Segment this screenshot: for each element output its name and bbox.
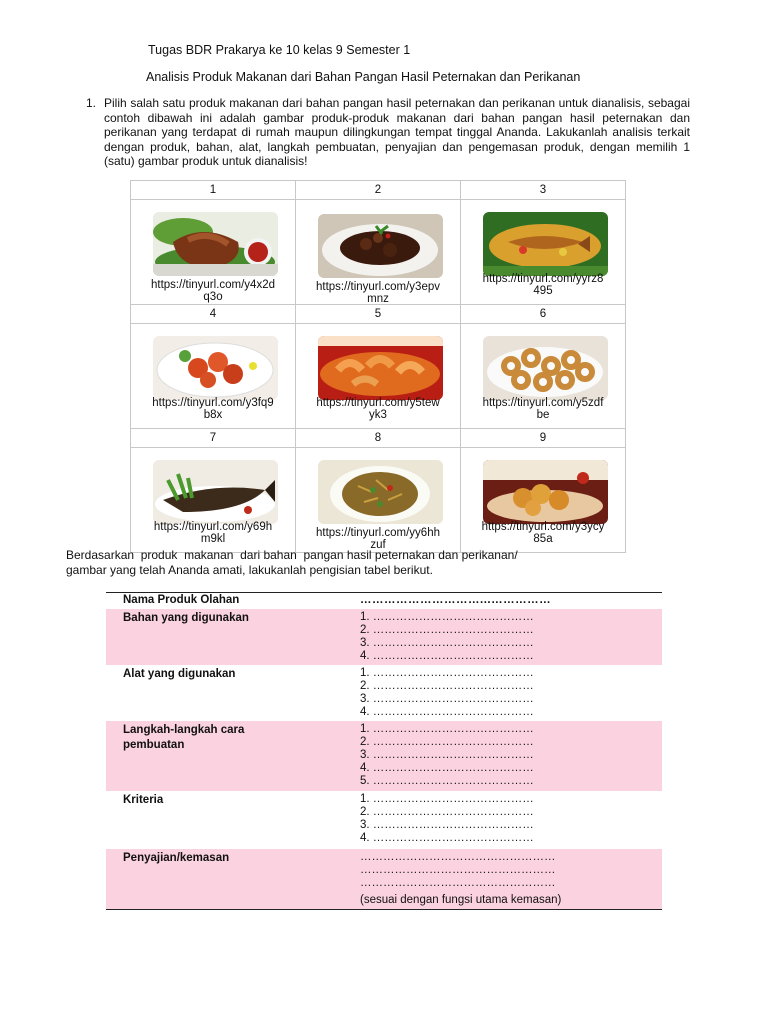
bahan-label: Bahan yang digunakan xyxy=(106,609,360,665)
chicken-sauce-image xyxy=(153,336,278,400)
gallery-number: 9 xyxy=(461,429,626,448)
beef-rendang-image xyxy=(318,214,443,278)
shrimp-sauce-image xyxy=(318,336,443,400)
question-text: Pilih salah satu produk makanan dari bahan pangan hasil peternakan dan perikanan untuk dianalisis, sebagai contoh dibawah ini adalah gambar produk-produk makanan dari bahan pangan hasil peternakan dan perikanan yang terdapat di rumah maupun dilingkungan tempat tinggal Ananda. Lakukanlah analisis terkait dengan produk, bahan, alat, langkah pembuatan, penyajian dan pengemasan produk, dengan memilih 1 (satu) gambar produk untuk dianalisis! xyxy=(104,96,690,168)
gallery-number: 5 xyxy=(296,305,461,324)
alat-list[interactable]: 1. …………………………………… 2. …………………………………… 3. …………………………………… 4. …………………………………… xyxy=(360,666,534,719)
penyajian-field[interactable]: …………………………………………… …………………………………………… …………………………………………… (sesuai dengan fungsi utama kemasan) xyxy=(360,849,662,910)
product-name-field[interactable]: …………………………...…………… xyxy=(360,594,552,606)
gallery-number: 2 xyxy=(296,181,461,200)
penyajian-note: (sesuai dengan fungsi utama kemasan) xyxy=(360,894,562,907)
kriteria-label: Kriteria xyxy=(123,793,164,806)
gallery-number: 3 xyxy=(461,181,626,200)
analysis-form-table xyxy=(106,592,662,910)
grilled-fish-image xyxy=(153,460,278,524)
alat-label: Alat yang digunakan xyxy=(123,667,236,680)
gallery-caption: https://tinyurl.com/y5zdf be xyxy=(482,397,604,421)
document-title: Tugas BDR Prakarya ke 10 kelas 9 Semester 1 xyxy=(148,43,411,57)
gallery-number: 4 xyxy=(131,305,296,324)
instruction-text: Berdasarkan produk makanan dari bahan pangan hasil peternakan dan perikanan/ gambar yang telah Ananda amati, lakukanlah pengisian tabel berikut. xyxy=(66,548,518,577)
food-gallery-table xyxy=(130,180,626,553)
fried-squid-image xyxy=(483,336,608,400)
product-name-label: Nama Produk Olahan xyxy=(123,594,240,606)
gallery-caption: https://tinyurl.com/y69h m9kl xyxy=(153,521,273,545)
gallery-caption: https://tinyurl.com/y3fq9 b8x xyxy=(152,397,274,421)
question-number: 1. xyxy=(86,96,97,110)
gallery-caption: https://tinyurl.com/y3ycy 85a xyxy=(481,521,605,545)
gallery-number: 6 xyxy=(461,305,626,324)
kriteria-list[interactable]: 1. …………………………………… 2. …………………………………… 3. …………………………………… 4. …………………………………… xyxy=(360,792,534,845)
gallery-number: 7 xyxy=(131,429,296,448)
fried-shrimp-image xyxy=(483,460,608,524)
gallery-number: 8 xyxy=(296,429,461,448)
anchovy-vegetables-image xyxy=(318,460,443,524)
gallery-number: 1 xyxy=(131,181,296,200)
gallery-caption: https://tinyurl.com/yy6hh zuf xyxy=(316,527,440,551)
gallery-caption: https://tinyurl.com/y3epv mnz xyxy=(316,281,440,305)
langkah-list[interactable]: 1. …………………………………… 2. …………………………………… 3. …………………………………… 4. …………………………………… 5. …………………………………… xyxy=(360,721,662,791)
langkah-label: Langkah-langkah cara pembuatan xyxy=(106,721,360,791)
penyajian-label: Penyajian/kemasan xyxy=(106,849,360,910)
grilled-fish-rice-image xyxy=(483,212,608,276)
gallery-caption: https://tinyurl.com/y4x2d q3o xyxy=(151,279,275,303)
bahan-list[interactable]: 1. …………………………………… 2. …………………………………… 3. …………………………………… 4. …………………………………… xyxy=(360,609,662,665)
document-subtitle: Analisis Produk Makanan dari Bahan Pangan Hasil Peternakan dan Perikanan xyxy=(146,70,581,84)
gallery-caption: https://tinyurl.com/y5tew yk3 xyxy=(316,397,440,421)
gallery-caption: https://tinyurl.com/yyrz8 495 xyxy=(482,273,604,297)
fried-duck-image xyxy=(153,212,278,276)
